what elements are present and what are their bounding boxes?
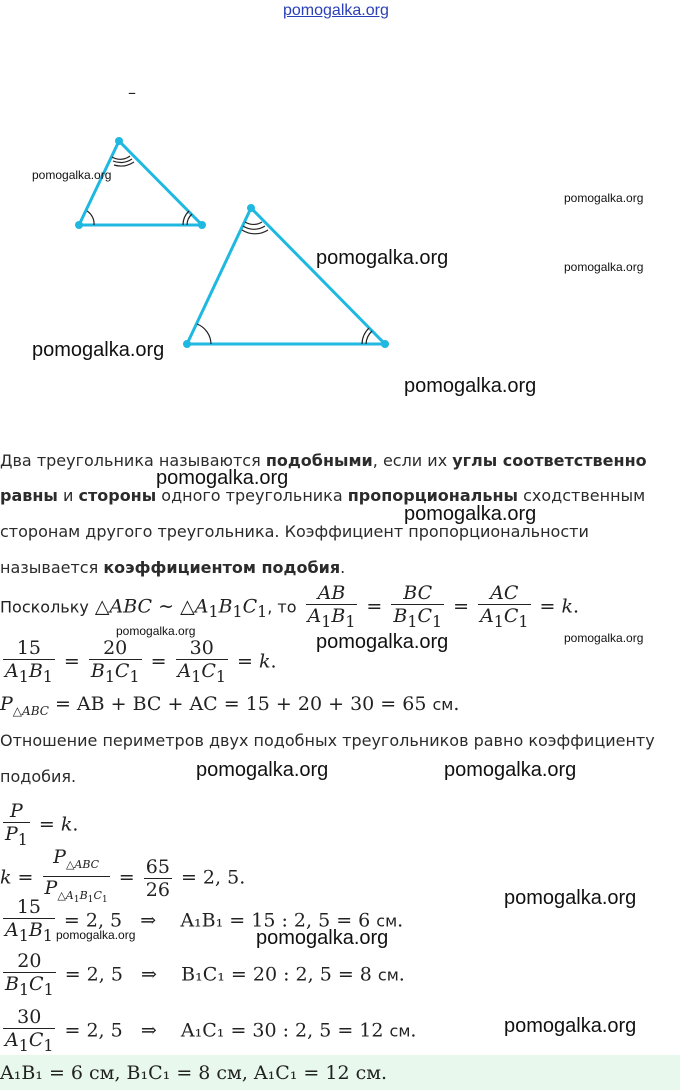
large-triangle-vertices [183, 204, 389, 348]
watermark: pomogalka.org [56, 928, 136, 942]
a1b1-calc-line: $\frac{15}{A_1B_1}$ = 2, 5 ⇒ A₁B₁ = 15 : 2, 5 = 6 см. [5, 896, 404, 945]
watermark: pomogalka.org [256, 927, 389, 949]
watermark: pomogalka.org [156, 467, 289, 489]
definition-line-3: сторонам другого треугольника. Коэффициент пропорциональности [0, 522, 589, 541]
large-triangle [187, 208, 385, 344]
small-triangle-angle-marks [87, 156, 192, 225]
perimeter-rule-line-2: подобия. [0, 767, 77, 786]
definition-line-4: называется коэффициентом подобия. [0, 558, 346, 577]
watermark: pomogalka.org [316, 631, 449, 653]
small-triangle [79, 141, 202, 225]
watermark: pomogalka.org [504, 1015, 637, 1037]
a1c1-calc-line: $\frac{30}{A_1C_1}$ = 2, 5 ⇒ A₁C₁ = 30 : 2, 5 = 12 см. [5, 1006, 417, 1055]
watermark: pomogalka.org [32, 339, 165, 361]
definition-line-2: равны и стороны одного треугольника пропорциональны сходственным [0, 486, 646, 505]
numeric-ratio-line: $\frac{15}{A_1B_1}$ = $\frac{20}{B_1C_1}$ = $\frac{30}{A_1C_1}$ = k. [5, 637, 277, 686]
small-triangle-vertices [75, 137, 206, 229]
watermark: pomogalka.org [564, 260, 644, 274]
watermark: pomogalka.org [504, 887, 637, 909]
watermark: pomogalka.org [196, 759, 329, 781]
watermark: pomogalka.org [444, 759, 577, 781]
watermark: pomogalka.org [564, 191, 644, 205]
watermark: pomogalka.org [404, 375, 537, 397]
watermark: pomogalka.org [564, 631, 644, 645]
watermark: pomogalka.org [32, 168, 112, 182]
b1c1-calc-line: $\frac{20}{B_1C_1}$ = 2, 5 ⇒ B₁C₁ = 20 : 2, 5 = 8 см. [5, 950, 405, 999]
k-value-line: k = $\frac{P_{\triangle ABC}}{P_{\triangle A_1B_1C_1}}$ = $\frac{65}{26}$ = 2, 5. [0, 846, 246, 905]
figure-dash: – [128, 83, 136, 102]
similar-triangles-figure [0, 80, 680, 380]
perimeter-line: $P_{\triangle ABC}$ = AB + BC + AC = 15 + 20 + 30 = 65 см. [0, 693, 460, 718]
definition-line-1: Два треугольника называются подобными, если их углы соответственно [0, 451, 647, 470]
answer-line: A₁B₁ = 6 см, B₁C₁ = 8 см, A₁C₁ = 12 см. [0, 1062, 388, 1084]
perimeter-ratio-line: $\frac{P}{P_1}$ = k. [5, 800, 79, 849]
watermark: pomogalka.org [404, 503, 537, 525]
watermark: pomogalka.org [316, 247, 449, 269]
perimeter-rule-line-1: Отношение периметров двух подобных треугольников равно коэффициенту [0, 731, 655, 750]
watermark: pomogalka.org [116, 624, 196, 638]
similarity-ratio-line: Поскольку △ABC ∼ $\triangle A_1B_1C_1$, то $\frac{AB}{A_1B_1}$ = $\frac{BC}{B_1C_1}$ = $\frac{AC}{A_1C_1}$ = k. [0, 582, 580, 631]
watermark-top-link[interactable]: pomogalka.org [283, 2, 389, 19]
